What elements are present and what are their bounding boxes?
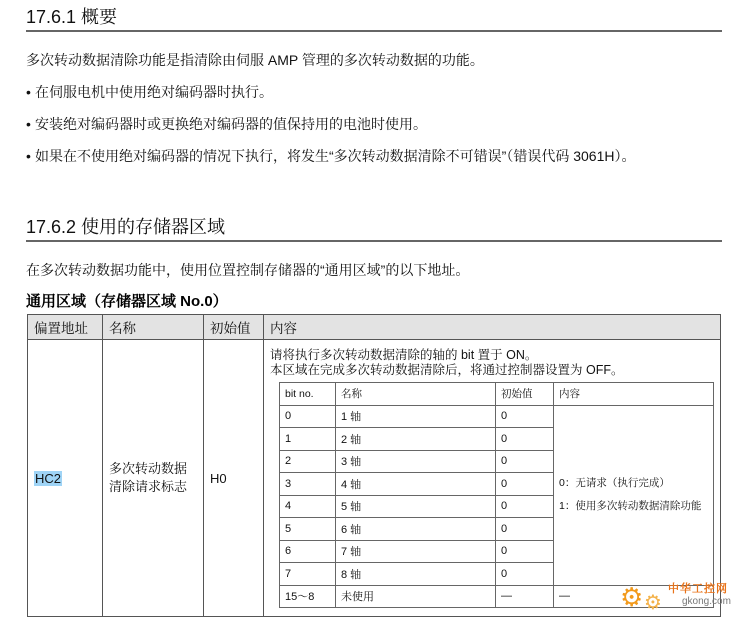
bit-header-name: 名称 xyxy=(336,383,496,406)
bullet-text: 在伺服电机中使用绝对编码器时执行。 xyxy=(35,84,273,100)
bit-note xyxy=(554,405,714,585)
offset-address: HC2 xyxy=(35,470,62,486)
note-line: 1：使用多次转动数据清除功能 xyxy=(559,500,702,512)
note-line: 0：无请求（执行完成） xyxy=(559,477,670,489)
bit-name: 未使用 xyxy=(336,585,496,608)
memory-area-table xyxy=(27,314,721,617)
watermark-url: gkong.com xyxy=(682,596,731,607)
bit-no: 4 xyxy=(280,495,336,518)
header-initial: 初始值 xyxy=(204,315,264,340)
bit-no: 7 xyxy=(280,563,336,586)
gear-icon: ⚙ xyxy=(620,582,644,612)
watermark-text: 中华工控网 xyxy=(668,583,728,595)
bit-no: 3 xyxy=(280,473,336,496)
bit-header-no: bit no. xyxy=(280,383,336,406)
bit-initial: 0 xyxy=(496,405,554,428)
content-cell xyxy=(264,340,721,617)
bullet-item xyxy=(26,146,716,167)
table-row xyxy=(28,340,721,617)
bullet-item xyxy=(26,114,716,135)
bullet-item xyxy=(26,82,716,103)
bit-table xyxy=(279,382,714,608)
memory-intro: 在多次转动数据功能中，使用位置控制存储器的“通用区域”的以下地址。 xyxy=(26,262,470,278)
bit-no: 0 xyxy=(280,405,336,428)
header-offset: 偏置地址 xyxy=(28,315,103,340)
content-description xyxy=(270,348,714,378)
bit-header-content: 内容 xyxy=(554,383,714,406)
offset-cell xyxy=(28,340,103,617)
header-name: 名称 xyxy=(103,315,204,340)
initial-cell: H0 xyxy=(204,340,264,617)
bit-name: 7 轴 xyxy=(336,540,496,563)
section-heading-overview: 17.6.1 概要 xyxy=(26,6,722,32)
bit-no: 6 xyxy=(280,540,336,563)
name-cell: 多次转动数据清除请求标志 xyxy=(103,340,204,617)
bit-header-initial: 初始值 xyxy=(496,383,554,406)
bit-name: 4 轴 xyxy=(336,473,496,496)
gear-icon: ⚙ xyxy=(644,592,662,614)
bit-initial: 0 xyxy=(496,563,554,586)
section-heading-memory: 17.6.2 使用的存储器区域 xyxy=(26,216,722,242)
bit-name: 6 轴 xyxy=(336,518,496,541)
bit-name: 3 轴 xyxy=(336,450,496,473)
bit-initial: 0 xyxy=(496,540,554,563)
bit-name: 8 轴 xyxy=(336,563,496,586)
bit-initial: — xyxy=(496,585,554,608)
bullet-text: 安装绝对编码器时或更换绝对编码器的值保持用的电池时使用。 xyxy=(35,116,427,132)
bit-no: 15～8 xyxy=(280,585,336,608)
bit-name: 1 轴 xyxy=(336,405,496,428)
bit-no: 2 xyxy=(280,450,336,473)
bit-no: 5 xyxy=(280,518,336,541)
bit-initial: 0 xyxy=(496,495,554,518)
bullet-dot-icon: • xyxy=(26,116,31,132)
table-row xyxy=(280,405,714,428)
bit-initial: 0 xyxy=(496,450,554,473)
overview-intro: 多次转动数据清除功能是指清除由伺服 AMP 管理的多次转动数据的功能。 xyxy=(26,52,484,68)
bit-initial: 0 xyxy=(496,473,554,496)
bit-name: 2 轴 xyxy=(336,428,496,451)
description-line: 请将执行多次转动数据清除的轴的 bit 置于 ON。 xyxy=(270,348,538,362)
bit-content: — xyxy=(554,585,714,608)
watermark xyxy=(620,578,750,620)
bit-initial: 0 xyxy=(496,518,554,541)
bullet-dot-icon: • xyxy=(26,84,31,100)
header-content: 内容 xyxy=(264,315,721,340)
bullet-text: 如果在不使用绝对编码器的情况下执行，将发生“多次转动数据清除不可错误”（错误代码 3061H）。 xyxy=(35,148,636,164)
bullet-dot-icon: • xyxy=(26,148,31,164)
description-line: 本区域在完成多次转动数据清除后，将通过控制器设置为 OFF。 xyxy=(270,363,624,377)
bit-initial: 0 xyxy=(496,428,554,451)
bit-no: 1 xyxy=(280,428,336,451)
bit-name: 5 轴 xyxy=(336,495,496,518)
table-title: 通用区域（存储器区域 No.0） xyxy=(26,293,228,310)
